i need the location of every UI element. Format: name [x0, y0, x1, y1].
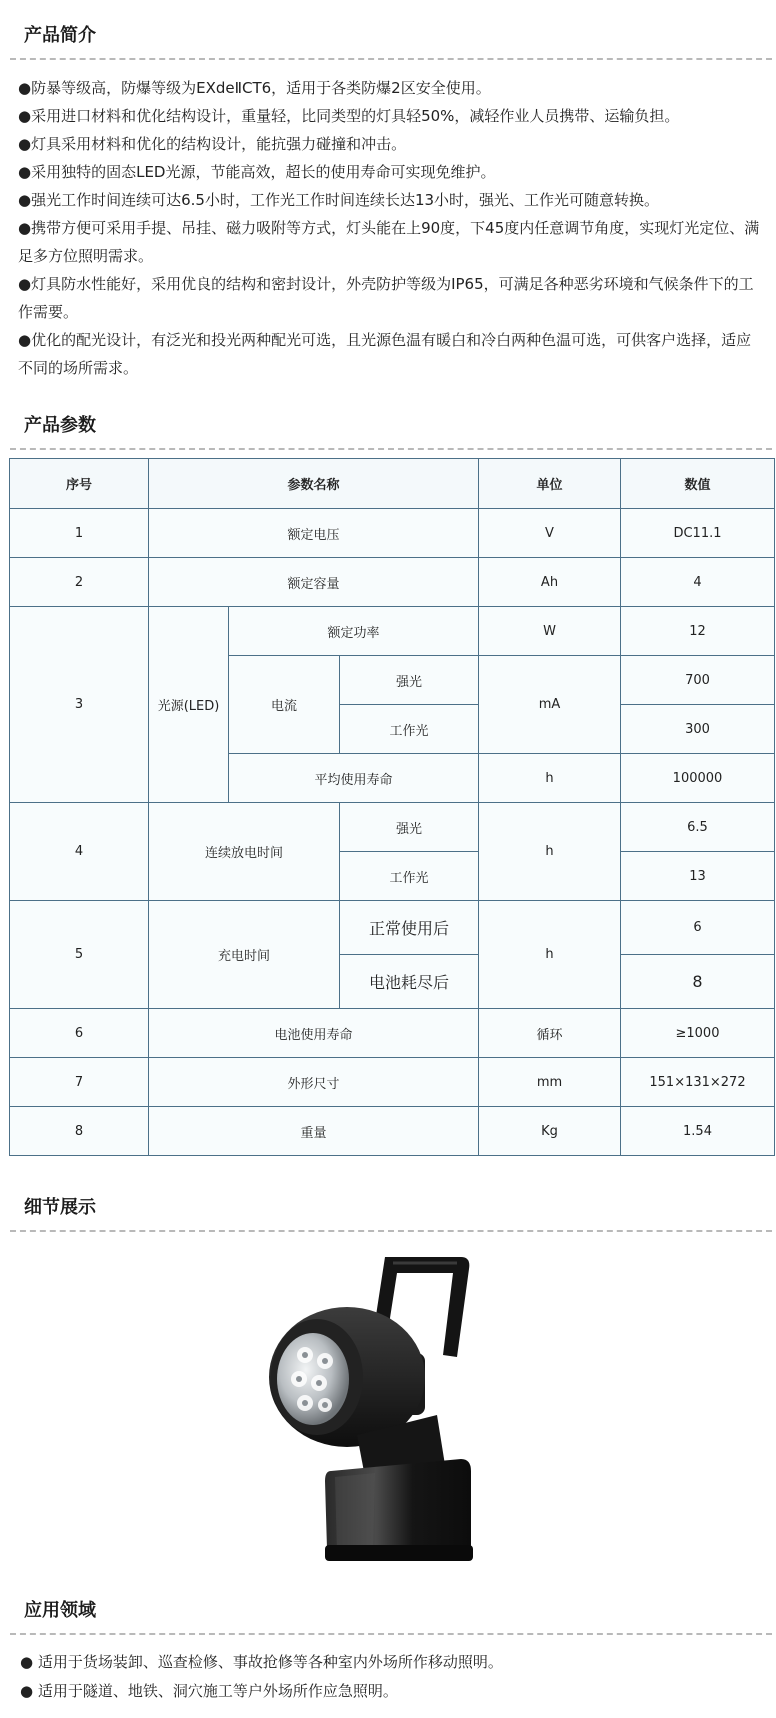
header-cell: 单位: [479, 459, 621, 509]
cell-subname: 工作光: [340, 705, 479, 754]
section-header-detail: [0, 1196, 776, 1220]
section-divider: [10, 448, 772, 450]
table-header-row: [10, 459, 775, 509]
section-divider: [10, 58, 772, 60]
intro-item: ●优化的配光设计，有泛光和投光两种配光可选，且光源色温有暖白和冷白两种色温可选，可供客户选择，适应不同的场所需求。: [18, 331, 752, 377]
section-title-params: 产品参数: [24, 415, 96, 436]
cell-name: 平均使用寿命: [229, 754, 479, 803]
cell-no: 1: [10, 509, 149, 558]
section-header-intro: [0, 24, 776, 48]
cell-subname: 强光: [340, 656, 479, 705]
section-title-detail: 细节展示: [24, 1197, 96, 1218]
section-header-apps: [0, 1599, 776, 1623]
section-title-apps: 应用领域: [24, 1600, 96, 1621]
header-cell: 参数名称: [149, 459, 479, 509]
cell-group: 光源(LED): [149, 607, 229, 803]
cell-subname: 电池耗尽后: [340, 955, 479, 1009]
intro-item: ●携带方便可采用手提、吊挂、磁力吸附等方式，灯头能在上90度，下45度内任意调节角度，实现灯光定位、满足多方位照明需求。: [18, 219, 760, 265]
cell-value: 4: [621, 558, 775, 607]
cell-no: 4: [10, 803, 149, 901]
params-table: [9, 458, 775, 1156]
cell-no: 3: [10, 607, 149, 803]
intro-list: [18, 74, 763, 382]
cell-name: 电流: [229, 656, 340, 754]
cell-unit: Ah: [479, 558, 621, 607]
table-row: [10, 1107, 775, 1156]
intro-item: ●灯具防水性能好，采用优良的结构和密封设计，外壳防护等级为IP65，可满足各种恶劣环境和气候条件下的工作需要。: [18, 275, 754, 321]
cell-unit: Kg: [479, 1107, 621, 1156]
table-row: [10, 1009, 775, 1058]
cell-name: 充电时间: [149, 901, 340, 1009]
apps-item: ● 适用于隧道、地铁、洞穴施工等户外场所作应急照明。: [20, 1682, 398, 1700]
cell-name: 外形尺寸: [149, 1058, 479, 1107]
cell-unit: h: [479, 901, 621, 1009]
cell-value: 8: [621, 955, 775, 1009]
cell-name: 额定功率: [229, 607, 479, 656]
intro-item: ●采用进口材料和优化结构设计，重量轻，比同类型的灯具轻50%，减轻作业人员携带、运输负担。: [18, 107, 680, 125]
table-row: [10, 1058, 775, 1107]
table-row: [10, 901, 775, 955]
cell-value: 700: [621, 656, 775, 705]
section-title-intro: 产品简介: [24, 25, 96, 46]
cell-name: 额定电压: [149, 509, 479, 558]
portable-lamp-photo-icon: [265, 1245, 497, 1565]
section-header-params: [0, 414, 776, 438]
cell-value: 151×131×272: [621, 1058, 775, 1107]
cell-value: 1.54: [621, 1107, 775, 1156]
cell-unit: mm: [479, 1058, 621, 1107]
section-divider: [10, 1230, 772, 1232]
intro-item: ●强光工作时间连续可达6.5小时，工作光工作时间连续长达13小时，强光、工作光可随意转换。: [18, 191, 660, 209]
header-cell: 序号: [10, 459, 149, 509]
cell-name: 重量: [149, 1107, 479, 1156]
cell-name: 额定容量: [149, 558, 479, 607]
cell-subname: 工作光: [340, 852, 479, 901]
cell-no: 7: [10, 1058, 149, 1107]
cell-unit: V: [479, 509, 621, 558]
cell-value: 6.5: [621, 803, 775, 852]
cell-no: 8: [10, 1107, 149, 1156]
cell-value: DC11.1: [621, 509, 775, 558]
table-row: [10, 509, 775, 558]
table-row: [10, 803, 775, 852]
table-row: [10, 607, 775, 656]
apps-item: ● 适用于货场装卸、巡查检修、事故抢修等各种室内外场所作移动照明。: [20, 1653, 503, 1671]
cell-unit: h: [479, 803, 621, 901]
cell-value: 13: [621, 852, 775, 901]
cell-value: 12: [621, 607, 775, 656]
cell-subname: 正常使用后: [340, 901, 479, 955]
cell-value: ≥1000: [621, 1009, 775, 1058]
cell-name: 连续放电时间: [149, 803, 340, 901]
table-row: [10, 558, 775, 607]
cell-unit: mA: [479, 656, 621, 754]
apps-list: [20, 1648, 765, 1706]
cell-unit: 循环: [479, 1009, 621, 1058]
cell-value: 6: [621, 901, 775, 955]
intro-item: ●采用独特的固态LED光源，节能高效，超长的使用寿命可实现免维护。: [18, 163, 496, 181]
cell-value: 300: [621, 705, 775, 754]
cell-subname: 强光: [340, 803, 479, 852]
cell-unit: h: [479, 754, 621, 803]
header-cell: 数值: [621, 459, 775, 509]
cell-name: 电池使用寿命: [149, 1009, 479, 1058]
cell-value: 100000: [621, 754, 775, 803]
cell-unit: W: [479, 607, 621, 656]
cell-no: 2: [10, 558, 149, 607]
intro-item: ●灯具采用材料和优化的结构设计，能抗强力碰撞和冲击。: [18, 135, 407, 153]
cell-no: 5: [10, 901, 149, 1009]
section-divider: [10, 1633, 772, 1635]
intro-item: ●防暴等级高，防爆等级为EXdeⅡCT6，适用于各类防爆2区安全使用。: [18, 79, 491, 97]
cell-no: 6: [10, 1009, 149, 1058]
